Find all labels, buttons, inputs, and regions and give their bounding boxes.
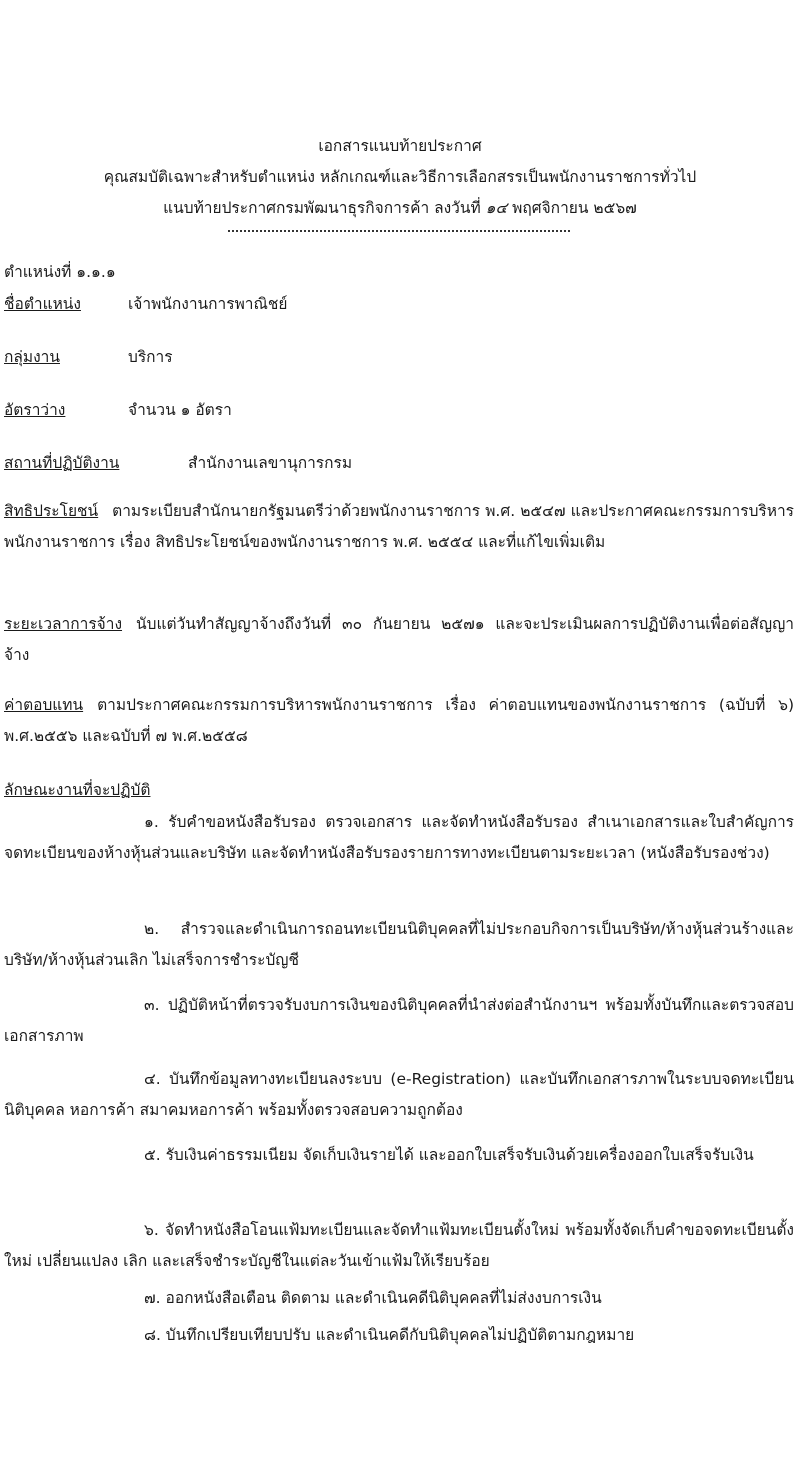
duty-item: ๕. รับเงินค่าธรรมเนียม จัดเก็บเงินรายได้ และออกใบเสร็จรับเงินด้วยเครื่องออกใบเสร็จรับเงิน xyxy=(144,1146,754,1164)
compensation-text: ตามประกาศคณะกรรมการบริหารพนักงานราชการ เรื่อง ค่าตอบแทนของพนักงานราชการ (ฉบับที่ ๖) พ.ศ.๒๕๕๖ และฉบับที่ ๗ พ.ศ.๒๕๕๘ xyxy=(4,696,794,745)
duty-item: ๑. รับคำขอหนังสือรับรอง ตรวจเอกสาร และจัดทำหนังสือรับรอง สำเนาเอกสารและใบสำคัญการจดทะเบียนของห้างหุ้นส่วนและบริษัท และจัดทำหนังสือรับรองรายการทางทะเบียนตามระยะเวลา (หนังสือรับรองช่วง) xyxy=(4,813,794,862)
vacancy-value: จำนวน ๑ อัตรา xyxy=(128,401,232,419)
header-title: เอกสารแนบท้ายประกาศ xyxy=(318,137,482,155)
work-group-value: บริการ xyxy=(128,348,173,366)
work-group-label: กลุ่มงาน xyxy=(4,348,60,366)
benefits-text: ตามระเบียบสำนักนายกรัฐมนตรีว่าด้วยพนักงานราชการ พ.ศ. ๒๕๔๗ และประกาศคณะกรรมการบริหารพนักงานราชการ เรื่อง สิทธิประโยชน์ของพนักงานราชการ พ.ศ. ๒๕๕๔ และที่แก้ไขเพิ่มเติม xyxy=(4,502,794,551)
duty-item: ๗. ออกหนังสือเตือน ติดตาม และดำเนินคดีนิติบุคคลที่ไม่ส่งงบการเงิน xyxy=(144,1289,602,1307)
duties-heading: ลักษณะงานที่จะปฏิบัติ xyxy=(4,781,151,799)
header-subtitle: คุณสมบัติเฉพาะสำหรับตำแหน่ง หลักเกณฑ์และวิธีการเลือกสรรเป็นพนักงานราชการทั่วไป xyxy=(103,168,697,186)
compensation-label: ค่าตอบแทน xyxy=(4,696,84,714)
position-name-label: ชื่อตำแหน่ง xyxy=(4,295,81,313)
duty-item: ๒. สำรวจและดำเนินการถอนทะเบียนนิติบุคคลที่ไม่ประกอบกิจการเป็นบริษัท/ห้างหุ้นส่วนร้างและบริษัท/ห้างหุ้นส่วนเลิก ไม่เสร็จการชำระบัญชี xyxy=(4,920,794,969)
header-date-suffix: พฤศจิกายน ๒๕๖๗ xyxy=(512,199,637,217)
duty-item: ๓. ปฏิบัติหน้าที่ตรวจรับงบการเงินของนิติบุคคลที่นำส่งต่อสำนักงานฯ พร้อมทั้งบันทึกและตรวจสอบเอกสารภาพ xyxy=(4,996,794,1045)
header-date-day: ๑๔ xyxy=(485,199,508,217)
compensation-paragraph xyxy=(4,690,794,752)
duty-item: ๘. บันทึกเปรียบเทียบปรับ และดำเนินคดีกับนิติบุคคลไม่ปฏิบัติตามกฎหมาย xyxy=(144,1326,635,1344)
employment-term-text: นับแต่วันทำสัญญาจ้างถึงวันที่ ๓๐ กันยายน ๒๕๗๑ และจะประเมินผลการปฏิบัติงานเพื่อต่อสัญญาจ้าง xyxy=(4,615,794,664)
dotted-divider xyxy=(228,230,570,232)
header-date-prefix: แนบท้ายประกาศกรมพัฒนาธุรกิจการค้า ลงวันที่ xyxy=(163,199,481,217)
position-number: ตำแหน่งที่ ๑.๑.๑ xyxy=(4,263,116,281)
benefits-paragraph xyxy=(4,496,794,558)
vacancy-label: อัตราว่าง xyxy=(4,401,66,419)
header-date-line xyxy=(0,195,800,220)
benefits-label: สิทธิประโยชน์ xyxy=(4,502,99,520)
duty-item: ๔. บันทึกข้อมูลทางทะเบียนลงระบบ (e-Registration) และบันทึกเอกสารภาพในระบบจดทะเบียนนิติบุคคล หอการค้า สมาคมหอการค้า พร้อมทั้งตรวจสอบความถูกต้อง xyxy=(4,1070,794,1119)
duty-item: ๖. จัดทำหนังสือโอนแฟ้มทะเบียนและจัดทำแฟ้มทะเบียนตั้งใหม่ พร้อมทั้งจัดเก็บคำขอจดทะเบียนตั้งใหม่ เปลี่ยนแปลง เลิก และเสร็จชำระบัญชีในแต่ละวันเข้าแฟ้มให้เรียบร้อย xyxy=(4,1221,794,1270)
position-name-value: เจ้าพนักงานการพาณิชย์ xyxy=(128,295,288,313)
work-location-label: สถานที่ปฏิบัติงาน xyxy=(4,454,120,472)
employment-term-paragraph xyxy=(4,609,794,671)
employment-term-label: ระยะเวลาการจ้าง xyxy=(4,615,123,633)
work-location-value: สำนักงานเลขานุการกรม xyxy=(188,454,353,472)
